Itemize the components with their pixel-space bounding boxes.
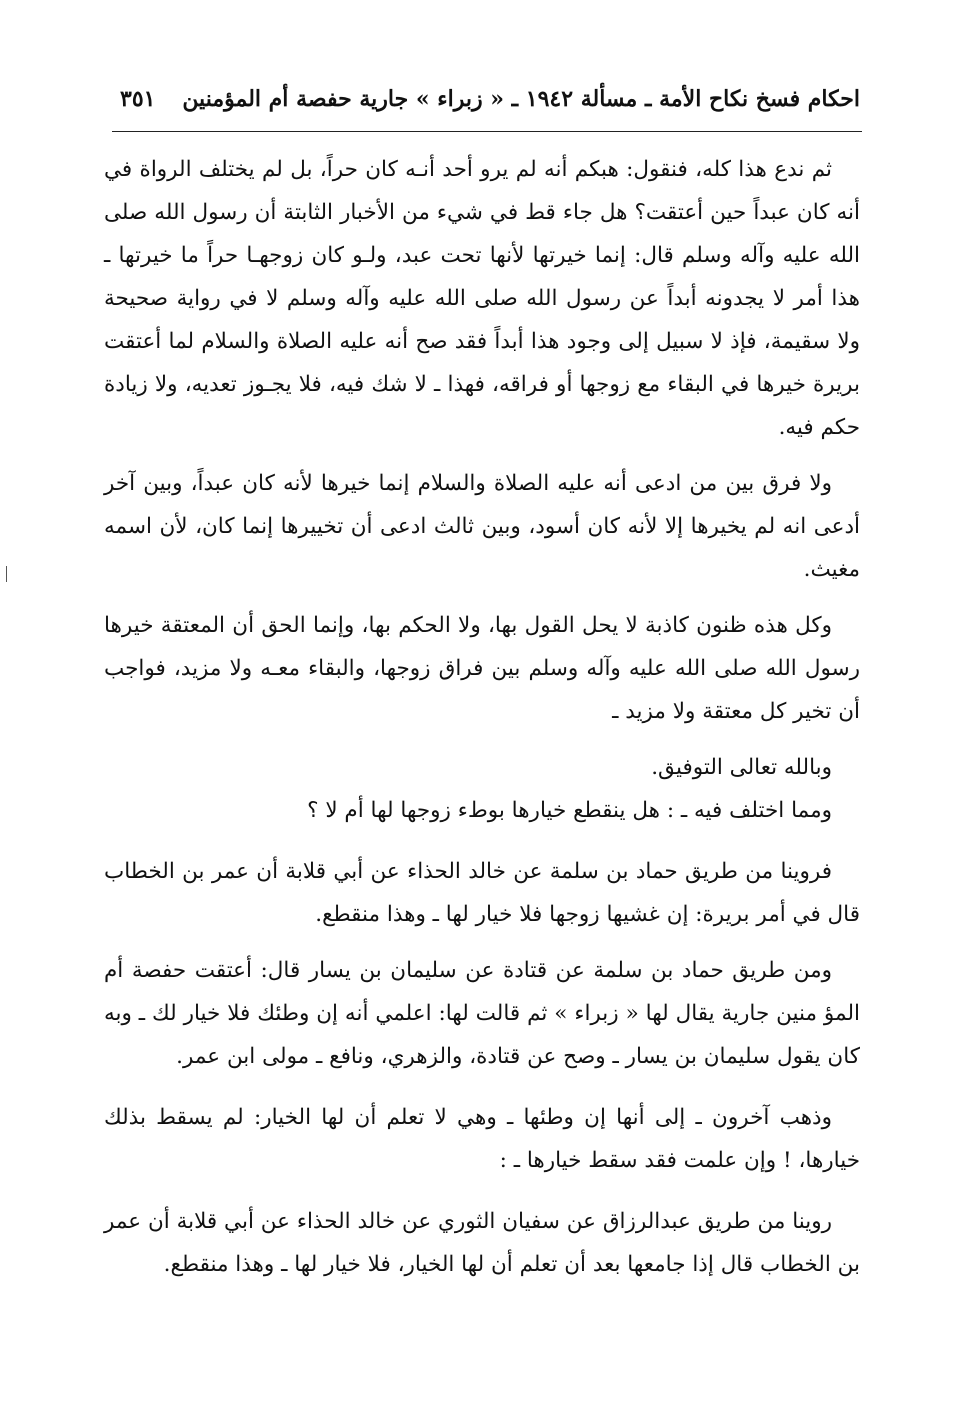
page-number: ٣٥١ bbox=[120, 86, 156, 112]
running-header bbox=[112, 78, 860, 128]
scan-margin-mark bbox=[6, 566, 7, 582]
running-title: احكام فسخ نكاح الأمة ـ مسألة ١٩٤٢ ـ « زبراء » جارية حفصة أم المؤمنين bbox=[182, 86, 860, 112]
paragraph: فروينا من طريق حماد بن سلمة عن خالد الحذاء عن أبي قلابة أن عمر بن الخطاب قال في أمر بريرة: إن غشيها زوجها فلا خيار لها ـ وهذا منقطع. bbox=[104, 859, 860, 927]
paragraph: ولا فرق بين من ادعى أنه عليه الصلاة والسلام إنما خيرها لأنه كان عبداً، وبين آخر أدعى انه لم يخيرها إلا لأنه كان أسود، وبين ثالث ادعى أن تخييرها إنما كان، لأن اسمه مغيث. bbox=[104, 471, 860, 582]
paragraph: ثم ندع هذا كله، فنقول: هبكم أنه لم يرو أحد أنـه كان حراً، بل لم يختلف الرواة في أنه كان عبداً حين أعتقت؟ هل جاء قط في شيء من الأخبار الثابتة أن رسول الله صلى الله عليه وآله وسلم قال: إنما خيرتها لأنها تحت عبد، ولـو كان زوجهـا حراً ما خيرتها ـ هذا أمر لا يجدونه أبداً عن رسول الله صلى الله عليه وآله وسلم لا في رواية صحيحة ولا سقيمة، فإذ لا سبيل إلى وجود هذا أبداً فقد صح أنه عليه الصلاة والسلام لما أعتقت بريرة خيرها في البقاء مع زوجها أو فراقه، فهذا ـ لا شك فيه، فلا يجـوز تعديه، ولا زيادة حكم فيه. bbox=[104, 157, 860, 440]
body-text bbox=[104, 148, 860, 1299]
header-rule bbox=[112, 131, 862, 132]
paragraph: وبالله تعالى التوفيق. bbox=[651, 755, 832, 780]
paragraph: وكل هذه ظنون كاذبة لا يحل القول بها، ولا الحكم بها، وإنما الحق أن المعتقة خيرها رسول الله صلى الله عليه وآله وسلم بين فراق زوجها، والبقاء معـه ولا مزيد، فواجب أن تخير كل معتقة ولا مزيد ـ bbox=[104, 613, 860, 724]
paragraph: وذهب آخرون ـ إلى أنها إن وطئها ـ وهي لا تعلم أن لها الخيار: لم يسقط بذلك خيارها، ! وإن علمت فقد سقط خيارها ـ : bbox=[104, 1105, 860, 1173]
paragraph: روينا من طريق عبدالرزاق عن سفيان الثوري عن خالد الحذاء عن أبي قلابة أن عمر بن الخطاب قال إذا جامعها بعد أن تعلم أن لها الخيار، فلا خيار لها ـ وهذا منقطع. bbox=[104, 1209, 860, 1277]
paragraph: ومن طريق حماد بن سلمة عن قتادة عن سليمان بن يسار قال: أعتقت حفصة أم المؤ منين جارية يقال لها « زبراء » ثم قالت لها: اعلمي أنه إن وطئك فلا خيار لك ـ وبه كان يقول سليمان بن يسار ـ وصح عن قتادة، والزهري، ونافع ـ مولى ابن عمر. bbox=[104, 958, 860, 1069]
question-heading: ومما اختلف فيه ـ : هل ينقطع خيارها بوطء زوجها لها أم لا ؟ bbox=[307, 798, 832, 823]
